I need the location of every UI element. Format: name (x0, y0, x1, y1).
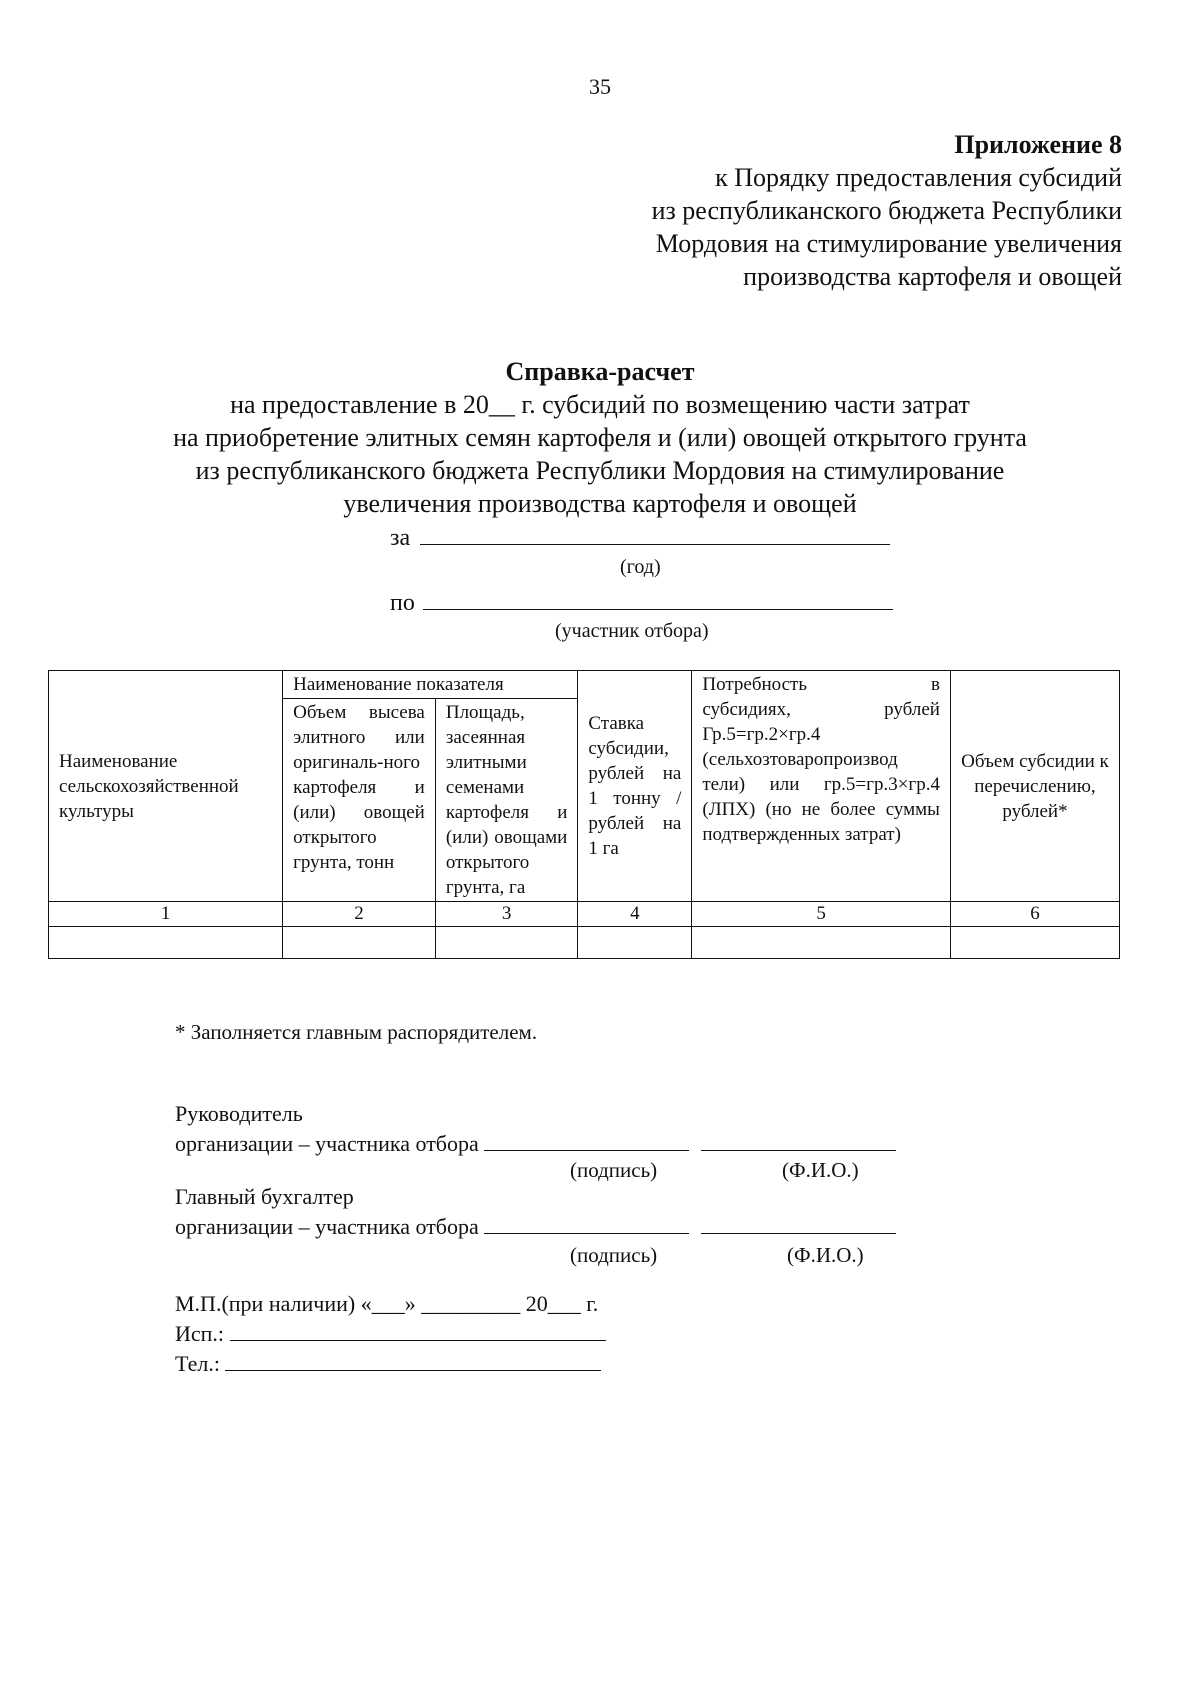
header-demand (692, 671, 951, 902)
participant-label: по (390, 590, 415, 616)
accountant-title-line1: Главный бухгалтер (175, 1184, 354, 1209)
stamp-date-line: М.П.(при наличии) «___» _________ 20___ г. (175, 1291, 599, 1316)
title-line: на предоставление в 20__ г. субсидий по возмещению части затрат (230, 390, 970, 419)
phone-label: Тел.: (175, 1351, 220, 1376)
col-number: 5 (692, 902, 951, 927)
table-cell[interactable] (950, 927, 1119, 959)
period-row (390, 520, 890, 552)
participant-caption: (участник отбора) (555, 620, 709, 642)
header-seeding-volume: Объем высева элитного или оригиналь-ного картофеля и (или) овощей открытого грунта, тонн (283, 699, 436, 902)
accountant-name-caption: (Ф.И.О.) (787, 1243, 864, 1267)
head-title-line1: Руководитель (175, 1101, 303, 1126)
accountant-title-line2: организации – участника отбора (175, 1214, 479, 1239)
head-signature-block (175, 1100, 896, 1158)
table-header-row (49, 671, 1120, 699)
header-demand-line1: Потребность в (702, 674, 940, 695)
stamp-block (175, 1290, 606, 1378)
header-subsidy-volume: Объем субсидии к перечислению, рублей* (950, 671, 1119, 902)
participant-field[interactable] (423, 585, 893, 610)
table-cell[interactable] (49, 927, 283, 959)
appendix-heading: Приложение 8 (954, 130, 1122, 159)
accountant-signature-field[interactable] (484, 1211, 689, 1234)
table-row (49, 927, 1120, 959)
period-label: за (390, 525, 411, 551)
col-number: 2 (283, 902, 436, 927)
table-cell[interactable] (692, 927, 951, 959)
appendix-block (652, 128, 1122, 293)
document-title (0, 355, 1200, 520)
phone-field[interactable] (225, 1348, 601, 1371)
appendix-line: Мордовия на стимулирование увеличения (655, 229, 1122, 258)
head-name-field[interactable] (701, 1128, 896, 1151)
col-number: 3 (435, 902, 578, 927)
title-line: увеличения производства картофеля и овощей (343, 489, 857, 518)
appendix-line: производства картофеля и овощей (743, 262, 1122, 291)
col-number: 1 (49, 902, 283, 927)
head-sign-caption: (подпись) (570, 1158, 658, 1182)
appendix-line: из республиканского бюджета Республики (651, 196, 1122, 225)
header-demand-rest: субсидиях, рублей Гр.5=гр.2×гр.4 (сельхозтоваропроизвод тели) или гр.5=гр.3×гр.4 (ЛПХ) (но не более суммы подтвержденных затрат) (702, 699, 940, 845)
table-cell[interactable] (578, 927, 692, 959)
table-number-row (49, 902, 1120, 927)
footnote: * Заполняется главным распорядителем. (175, 1020, 538, 1044)
executor-field[interactable] (230, 1318, 606, 1341)
title-line: на приобретение элитных семян картофеля и (или) овощей открытого грунта (173, 423, 1027, 452)
head-name-caption: (Ф.И.О.) (782, 1158, 859, 1182)
col-number: 4 (578, 902, 692, 927)
accountant-sign-caption: (подпись) (570, 1243, 658, 1267)
col-number: 6 (950, 902, 1119, 927)
title-heading: Справка-расчет (505, 357, 695, 386)
head-signature-field[interactable] (484, 1128, 689, 1151)
calculation-table (48, 670, 1120, 959)
accountant-signature-block (175, 1183, 896, 1241)
page-number: 35 (589, 74, 611, 99)
appendix-line: к Порядку предоставления субсидий (715, 163, 1122, 192)
participant-row (390, 585, 893, 617)
period-caption: (год) (620, 556, 661, 578)
title-line: из республиканского бюджета Республики Мордовия на стимулирование (195, 456, 1005, 485)
executor-label: Исп.: (175, 1321, 225, 1346)
period-field[interactable] (420, 520, 890, 545)
header-crop-name: Наименование сельскохозяйственной культуры (49, 671, 283, 902)
table-cell[interactable] (283, 927, 436, 959)
header-sown-area: Площадь, засеянная элитными семенами картофеля и (или) овощами открытого грунта, га (435, 699, 578, 902)
table-cell[interactable] (435, 927, 578, 959)
head-title-line2: организации – участника отбора (175, 1131, 479, 1156)
header-indicator-group: Наименование показателя (283, 671, 578, 699)
accountant-name-field[interactable] (701, 1211, 896, 1234)
header-rate: Ставка субсидии, рублей на 1 тонну / рублей на 1 га (578, 671, 692, 902)
